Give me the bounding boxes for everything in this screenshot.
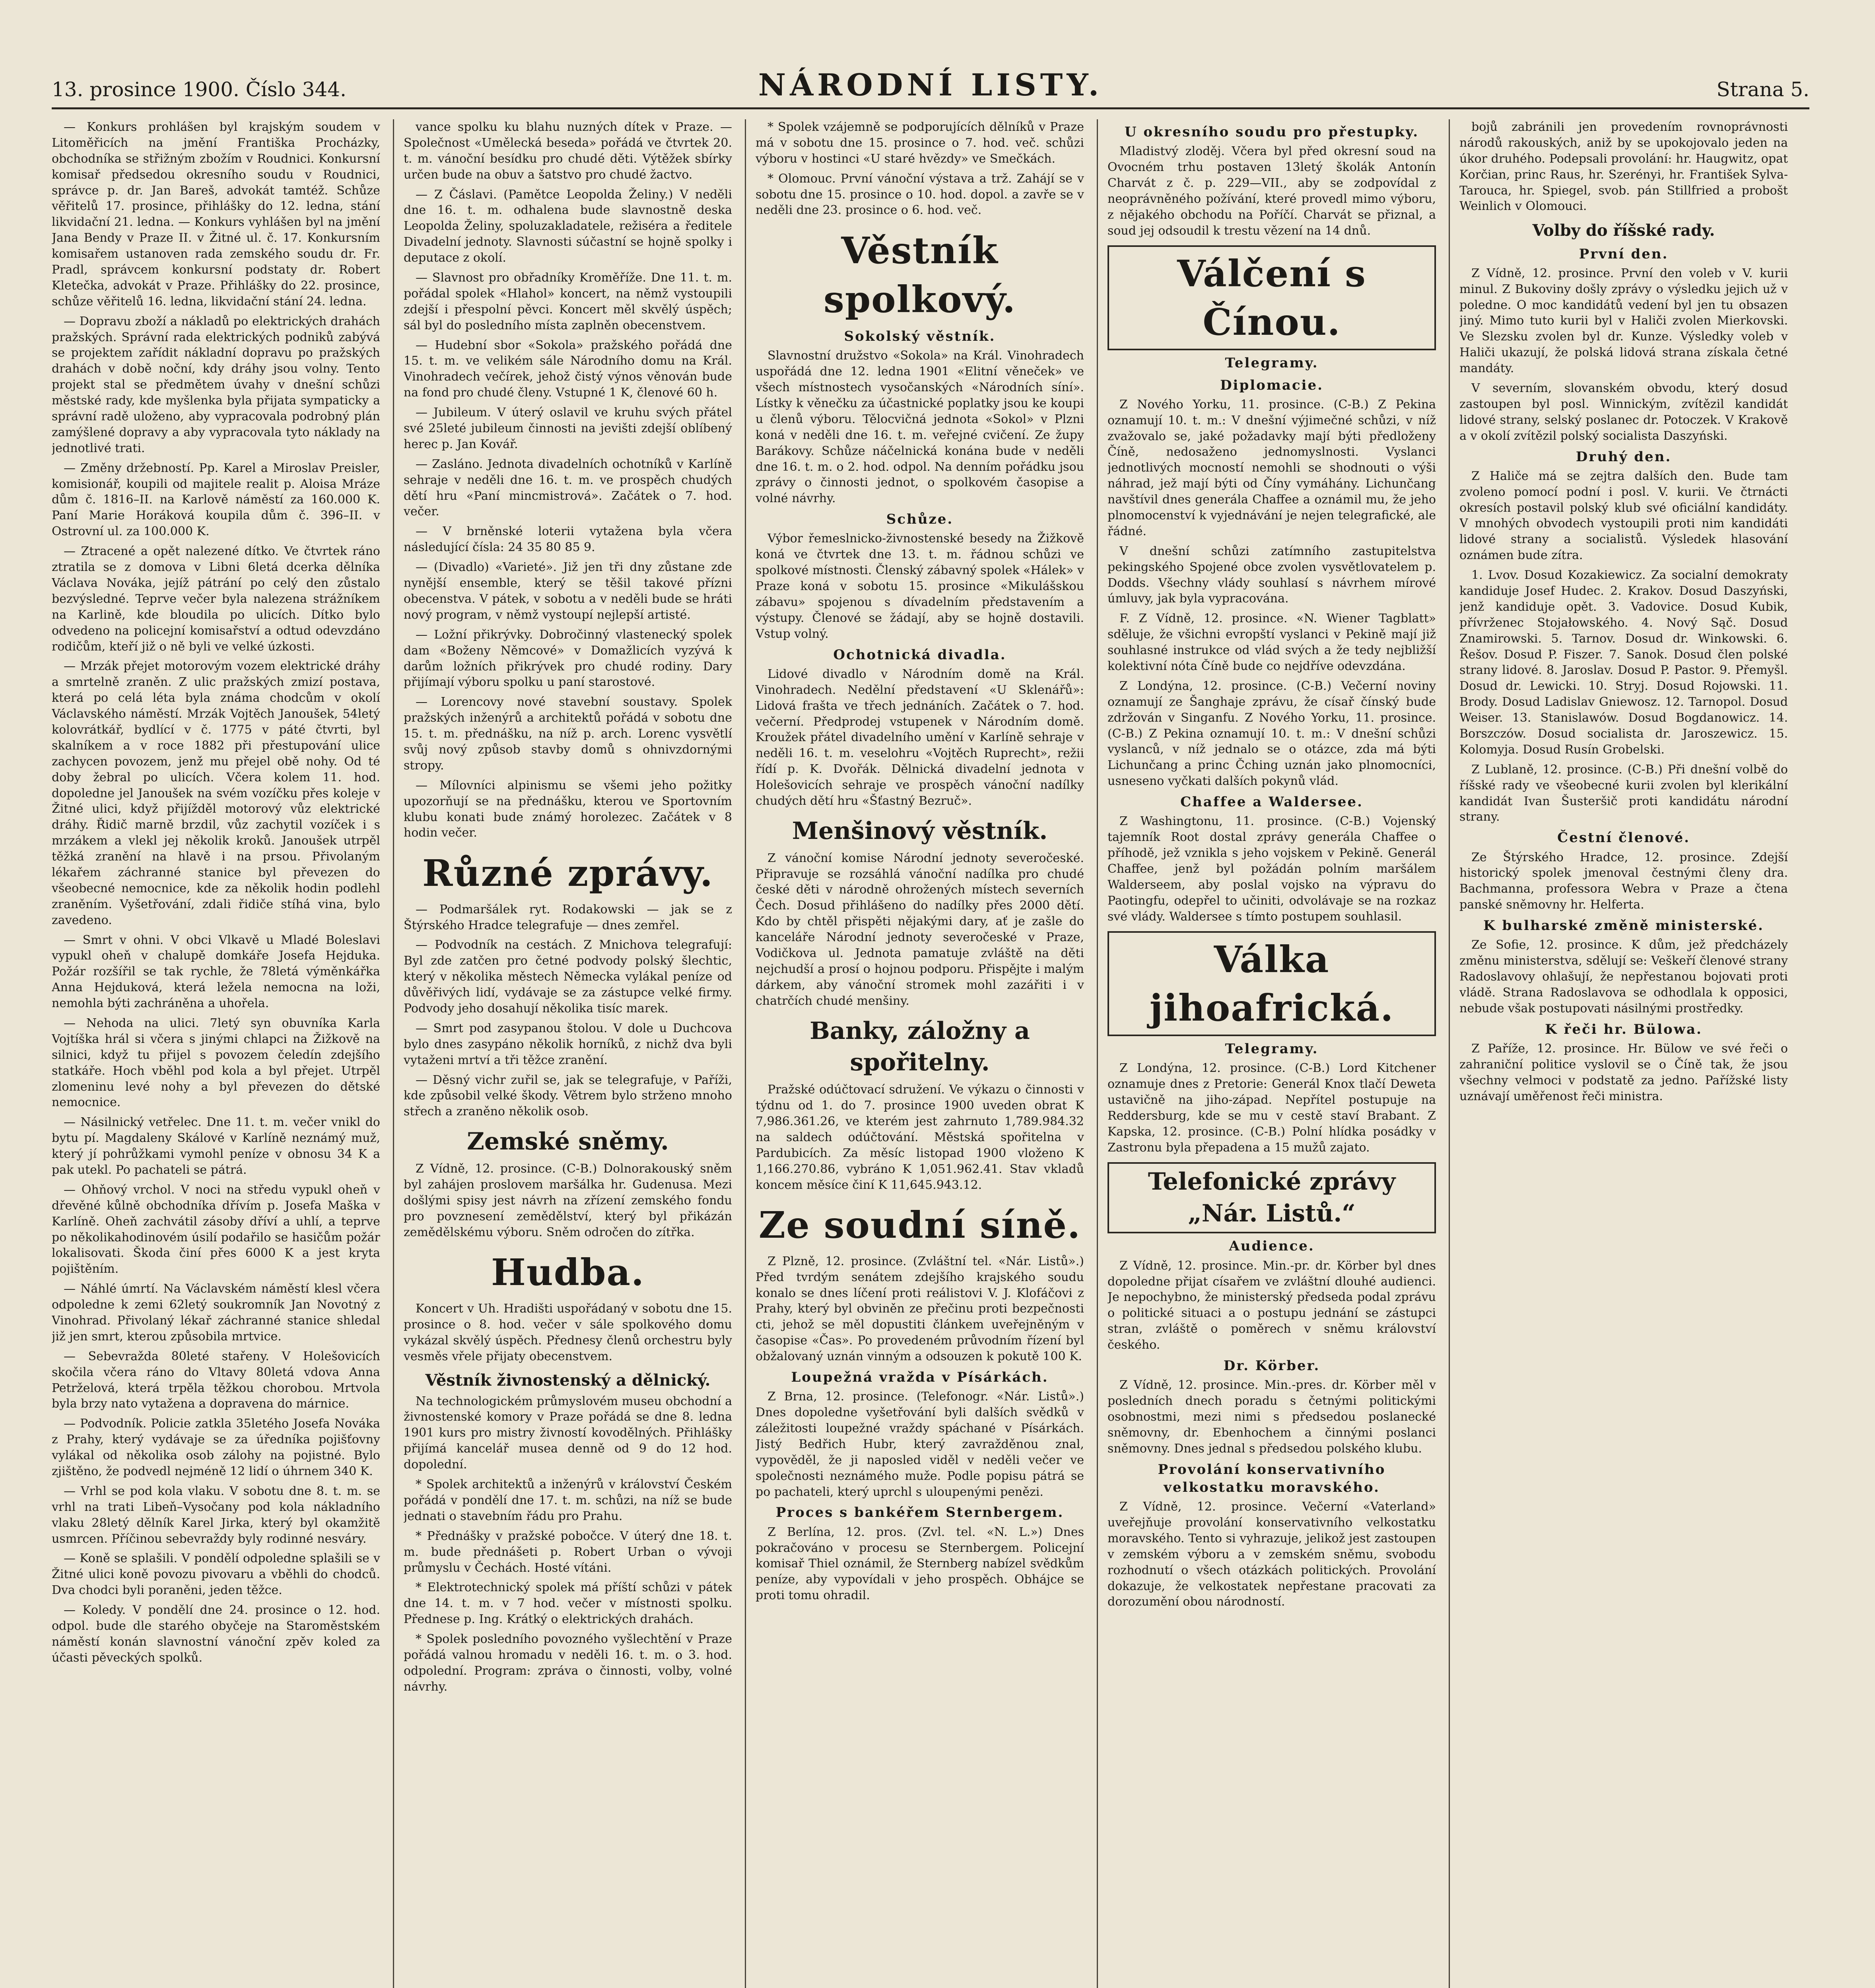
article-paragraph: — Změny držebností. Pp. Karel a Miroslav Preisler, komisionář, koupili od majitele realit p. Aloisa Mráze dům č. 1816–II. na Karlově náměstí za 160.000 K. Paní Marie Horáková koupila dům č. 396–II. v Ostrovní ul. za 100.000 K.	[52, 461, 380, 539]
article-paragraph: Na technologickém průmyslovém museu obchodní a živnostenské komory v Praze pořádá se dne 8. ledna 1901 kurs pro mistry živností kovodělných. Přihlášky přijímá kancelář musea denně od 9 do 12 hod. dopolední.	[404, 1394, 732, 1472]
article-paragraph: — Nehoda na ulici. 7letý syn obuvníka Karla Vojtíška hrál si včera s jinými chlapci na Žižkově na silnici, když tu přijel s povozem čeledín zdejšího statkáře. Hoch vběhl pod kola a byl přejet. Utrpěl zlomeninu levé nohy a byl převezen do dětské nemocnice.	[52, 1016, 380, 1110]
subheading-telegramy: Telegramy.	[1225, 355, 1319, 371]
column-rule	[1449, 119, 1450, 1988]
article-paragraph: — Smrt v ohni. V obci Vlkavě u Mladé Boleslavi vypukl oheň v chalupě domkáře Josefa Hejduka. Požár rozšířil se tak rychle, že 78letá výměnkářka Anna Hejduková, která ležela nemocna na loži, nemohla býti zachráněna a uhořela.	[52, 933, 380, 1011]
article-paragraph: * Elektrotechnický spolek má příští schůzi v pátek dne 14. t. m. v 7 hod. večer v místnosti spolku. Přednese p. Ing. Krátký o elektrických drahách.	[404, 1580, 732, 1627]
column-rule	[393, 119, 394, 1988]
column-5	[1459, 119, 1788, 1988]
article-paragraph: — Násilnický vetřelec. Dne 11. t. m. večer vnikl do bytu pí. Magdaleny Skálové v Karlíně neznámý muž, který jí pohrůžkami vymohl peníze v obnosu 34 K a pak utekl. Po pachateli se pátrá.	[52, 1115, 380, 1177]
subheading-rec-bulowa: K řeči hr. Bülowa.	[1545, 1021, 1702, 1037]
article-paragraph: — Sebevražda 80leté stařeny. V Holešovicích skočila včera ráno do Vltavy 80letá vdova Anna Petrželová, která trpěla těžkou chorobou. Mrtvola byla brzy nato vytažena a dopravena do márnice.	[52, 1349, 380, 1411]
section-heading-valka-jihoafricka: Válka jihoafrická.	[1108, 931, 1436, 1037]
article-paragraph: — Ložní přikrývky. Dobročinný vlastenecký spolek dam «Boženy Němcové» v Domažlicích vyzývá k darům ložních přikrývek pro chudé rodiny. Dary přijímají výboru spolku u paní starostové.	[404, 627, 732, 689]
page-number: Strana 5.	[1716, 78, 1809, 101]
section-heading-ruzne-zpravy: Různé zprávy.	[422, 852, 714, 895]
subheading-prvni-den: První den.	[1579, 246, 1669, 262]
article-paragraph: Ze Štýrského Hradce, 12. prosince. Zdejší historický spolek jmenoval čestnými členy dra. Bachmanna, professora Webra v Praze a čtena panské sněmovny hr. Helferta.	[1459, 850, 1788, 912]
article-paragraph: bojů zabránili jen provedením rovnoprávnosti národů rakouských, aniž by se upokojovalo jeden na úkor druhého. Podepsali provolání: hr. Haugwitz, opat Korčian, princ Raus, hr. Szerényi, hr. František Sylva-Tarouca, hr. Spiegel, svob. pán Stillfried a probošt Weinlich v Olomouci.	[1459, 120, 1788, 214]
subheading-druhy-den: Druhý den.	[1576, 448, 1672, 465]
article-paragraph: — Podvodník. Policie zatkla 35letého Josefa Nováka z Prahy, který vydávaje se za úředníka pojišťovny vylákal od několika osob zálohy na pojistné. Bylo zjištěno, že podvedl nejméně 12 lidí o úhrnem 340 K.	[52, 1417, 380, 1479]
article-paragraph: — Slavnost pro obřadníky Kroměříže. Dne 11. t. m. pořádal spolek «Hlahol» koncert, na němž vystoupili zdejší i přespolní pěvci. Koncert měl skvělý úspěch; sál byl do posledního místa zaplněn obecenstvem.	[404, 271, 732, 332]
column-rule	[745, 119, 746, 1988]
section-heading-ze-soudni-sine: Ze soudní síně.	[758, 1204, 1081, 1247]
article-paragraph: — Z Čáslavi. (Pamětce Leopolda Želiny.) V neděli dne 16. t. m. odhalena bude slavnostně deska Leopolda Želiny, spoluzakladatele, režiséra a ředitele Divadelní jednoty. Slavnosti súčastní se hojně spolky i deputace z okolí.	[404, 187, 732, 265]
masthead	[52, 60, 1809, 109]
subheading-ochotnicka-divadla: Ochotnická divadla.	[833, 646, 1006, 663]
subheading-provolani: Provolání konservativního velkostatku moravského.	[1158, 1461, 1386, 1495]
article-paragraph: — Mílovníci alpinismu se všemi jeho požitky upozorňují se na přednášku, kterou ve Sportovním klubu konati bude známý horolezec. Začátek v 8 hodin večer.	[404, 778, 732, 840]
article-paragraph: Mladistvý zloděj. Včera byl před okresní soud na Ovocném trhu postaven 13letý školák Antonín Charvát z č. p. 229—VII., aby se zodpovídal z neoprávněného požívání, které provedl mimo výboru, z nějakého obchodu na Poříčí. Charvát se přiznal, a soud jej odsoudil k trestu vězení na 14 dnů.	[1108, 144, 1436, 238]
subheading-dr-korber: Dr. Körber.	[1223, 1357, 1320, 1374]
subheading-cestni-clenove: Čestní členové.	[1557, 830, 1690, 846]
article-paragraph: — Podvodník na cestách. Z Mnichova telegrafují: Byl zde zatčen pro četné podvody polský šlechtic, který v několika městech Německa vylákal peníze od důvěřivých lidí, vydávaje se za zástupce velké firmy. Podvody jeho dosahují několika tisíc marek.	[404, 938, 732, 1015]
article-paragraph: — Zasláno. Jednota divadelních ochotníků v Karlíně sehraje v neděli dne 16. t. m. ve prospěch chudých dětí hru «Paní mincmistrová». Začátek o 7. hod. večer.	[404, 457, 732, 519]
article-paragraph: Z Nového Yorku, 11. prosince. (C-B.) Z Pekina oznamují 10. t. m.: V dnešní výjimečné schůzi, v níž zvažovalo se, jaké požadavky mají býti předloženy Číně, nedosaženo jednomyslnosti. Vyslanci jednotlivých mocností nemohli se shodnouti o výši náhrad, jež mají býti od Číny vymáhány. Lichunčang navštívil dnes generála Chaffee a oznámil mu, že jeho plnomocenství k vyjednávání je nejen telegrafické, ale řádné.	[1108, 397, 1436, 538]
subheading-schuze: Schůze.	[886, 511, 954, 528]
article-paragraph: Z Vídně, 12. prosince. (C-B.) Dolnorakouský sněm byl zahájen proslovem maršálka hr. Gudenusa. Mezi došlými spisy jest návrh na zřízení zemského fondu pro povznesení zemědělství, který byl přikázán zemědělskému výboru. Sněm odročen do zítřka.	[404, 1162, 732, 1239]
article-paragraph: — Vrhl se pod kola vlaku. V sobotu dne 8. t. m. se vrhl na trati Libeň–Vysočany pod kola nákladního vlaku 28letý dělník Karel Jirka, který byl okamžitě usmrcen. Příčinou sebevraždy byly rodinné nesváry.	[52, 1484, 380, 1546]
article-paragraph: Lidové divadlo v Národním domě na Král. Vinohradech. Nedělní představení «U Sklenářů»: Lidová frašta ve třech jednáních. Začátek o 7. hod. večerní. Předprodej vstupenek v Národním domě. Kroužek přátel divadelního umění v Karlíně sehraje v neděli 16. t. m. veselohru «Vojtěch Ruprecht», režii řídí p. K. Dvořák. Dělnická divadelní jednota v Holešovicích sehraje ve prospěch vánoční nadílky chudých dětí hru «Šťastný Bezruč».	[756, 667, 1084, 808]
article-paragraph: — Konkurs prohlášen byl krajským soudem v Litoměřicích na jmění Františka Procházky, obchodníka se střižným zbožím v Roudnici. Konkursní komisař předsedou okresního soudu v Roudnici, správce p. dr. Jan Bareš, advokát tamtéž. Schůze věřitelů 17. prosince, přihlášky do 12. ledna, stání likvidační 21. ledna. — Konkurs vyhlášen byl na jmění Jana Bendy v Praze II. v Žitné ul. č. 17. Konkursním komisařem ustanoven rada zemského soudu dr. Fr. Pradl, správcem konkursní podstaty dr. Robert Kletečka, advokát v Praze. Přihlášky do 22. prosince, schůze věřitelů 16. ledna, likvidační stání 24. ledna.	[52, 120, 380, 309]
subheading-telegramy: Telegramy.	[1225, 1041, 1319, 1057]
article-paragraph: Ze Sofie, 12. prosince. K dům, jež předcházely změnu ministerstva, sdělují se: Veškeří členové strany Radoslavovy ohlašují, že nepřestanou bojovati proti vládě. Strana Radoslavova se odhodlala k opposici, nebude však postupovati násilnými prostředky.	[1459, 938, 1788, 1015]
subheading-proces-sternberg: Proces s bankéřem Sternbergem.	[775, 1505, 1064, 1521]
article-paragraph: Z Lublaně, 12. prosince. (C-B.) Při dnešní volbě do říšské rady ve všeobecné kurii zvolen byl klerikální kandidát Ivan Šusteršič proti kandidátu národní strany.	[1459, 762, 1788, 824]
article-paragraph: — Lorencovy nové stavební soustavy. Spolek pražských inženýrů a architektů pořádá v sobotu dne 15. t. m. přednášku, na níž p. arch. Lorenc vysvětlí svůj nový způsob stavby domů s ohnivzdornými stropy.	[404, 695, 732, 773]
section-heading-okresni-soud: U okresního soudu pro přestupky.	[1124, 124, 1419, 140]
article-paragraph: — Koně se splašili. V pondělí odpoledne splašili se v Žitné ulici koně povozu pivovaru a vběhli do chodců. Dva chodci byli poraněni, jeden těžce.	[52, 1551, 380, 1598]
article-paragraph: 1. Lvov. Dosud Kozakiewicz. Za socialní demokraty kandiduje Josef Hudec. 2. Krakov. Dosud Daszyński, jenž kandiduje opět. 3. Vadovice. Dosud Kubik, přívrženec Stojałowského. 4. Nový Sąč. Dosud Znamirowski. 5. Tarnov. Dosud dr. Winkowski. 6. Řešov. Dosud P. Fiszer. 7. Sanok. Dosud člen polské strany lidové. 8. Jaroslav. Dosud P. Pastor. 9. Přemyšl. Dosud dr. Lewicki. 10. Stryj. Dosud Rojowski. 11. Brody. Dosud Ladislav Gniewosz. 12. Tarnopol. Dosud Weiser. 13. Stanislawów. Dosud Bogdanowicz. 14. Borszczów. Dosud socialista dr. Jaroszewicz. 15. Kolomyja. Dosud Rusín Grobelski.	[1459, 568, 1788, 757]
article-paragraph: * Přednášky v pražské pobočce. V úterý dne 18. t. m. bude přednášeti p. Robert Urban o vývoji průmyslu v Čechách. Hosté vítáni.	[404, 1529, 732, 1575]
article-paragraph: F. Z Vídně, 12. prosince. «N. Wiener Tagblatt» sděluje, že všichni evropští vyslanci v Pekině mají již souhlasné instrukce od vlád svých a že tedy nejbližší kolektivní nóta Číně bude co nejdříve odevzdána.	[1108, 612, 1436, 673]
article-paragraph: V dnešní schůzi zatímního zastupitelstva pekingského Spojené obce zvolen vysvětlovatelem p. Dodds. Všechny vlády souhlasí s návrhem mírové úmluvy, jak byla vypracována.	[1108, 544, 1436, 606]
article-paragraph: — Hudební sbor «Sokola» pražského pořádá dne 15. t. m. ve velikém sále Národního domu na Král. Vinohradech večírek, jehož čistý výnos věnován bude na fond pro chudé členy. Vstupné 1 K, členové 60 h.	[404, 338, 732, 400]
article-paragraph: Slavnostní družstvo «Sokola» na Král. Vinohradech uspořádá dne 12. ledna 1901 «Elitní věneček» ve všech místnostech vysočanských «Národních síní». Lístky k věnečku za účastnické poplatky jsou ke koupi u členů výboru. Tělocvičná jednota «Sokol» v Plzni koná v neděli dne 16. t. m. veřejné cvičení. Ze župy Barákovy. Schůze náčelnická konána bude v neděli dne 16. t. m. o 2. hod. odpol. Na denním pořádku jsou zprávy o činnosti jednot, o spolkovém časopise a volné návrhy.	[756, 349, 1084, 506]
article-paragraph: vance spolku ku blahu nuzných dítek v Praze. — Společnost «Umělecká beseda» pořádá ve čtvrtek 20. t. m. vánoční besídku pro chudé děti. Výtěžek sbírky určen bude na obuv a šatstvo pro chudé žactvo.	[404, 120, 732, 182]
article-paragraph: Z Washingtonu, 11. prosince. (C-B.) Vojenský tajemník Root dostal zprávy generála Chaffee o příhodě, jež vznikla s jeho vojskem v Pekině. Generál Chaffee, jenž byl požádán polním maršálem Walderseem, aby poslal vojsko na výpravu do Paotingfu, odepřel to učiniti, odvolávaje se na rozkaz své vlády. Waldersee s tímto postupem souhlasil.	[1108, 814, 1436, 924]
article-paragraph: * Spolek architektů a inženýrů v království Českém pořádá v pondělí dne 17. t. m. schůzi, na níž se bude jednati o stavebním řádu pro Prahu.	[404, 1477, 732, 1523]
article-paragraph: — Děsný vichr zuřil se, jak se telegrafuje, v Paříži, kde způsobil velké škody. Větrem bylo strženo mnoho střech a zraněno několik osob.	[404, 1073, 732, 1119]
column-3	[756, 119, 1084, 1988]
subheading-loupezna-vrazda: Loupežná vražda v Písárkách.	[791, 1369, 1049, 1385]
article-paragraph: * Spolek posledního povozného vyšlechtění v Praze pořádá valnou hromadu v neděli 16. t. m. o 3. hod. odpolední. Program: zpráva o činnosti, volby, volné návrhy.	[404, 1632, 732, 1694]
issue-date: 13. prosince 1900. Číslo 344.	[52, 78, 347, 101]
article-paragraph: — Koledy. V pondělí dne 24. prosince o 12. hod. odpol. bude dle starého obyčeje na Staroměstském náměstí konán slavnostní vánoční zpěv koled za účasti pěveckých spolků.	[52, 1603, 380, 1665]
article-paragraph: Z Vídně, 12. prosince. Min.-pr. dr. Körber byl dnes dopoledne přijat císařem ve zvláštní dlouhé audienci. Je nepochybno, že ministerský předseda podal zprávu o politické situaci a o postupu jednání se zástupci stran, zvláště o poměrech v sněmu království českého.	[1108, 1258, 1436, 1352]
article-paragraph: Z Vídně, 12. prosince. Večerní «Vaterland» uveřejňuje provolání konservativního velkostatku moravského. Tento si vyhrazuje, jelikož jest zastoupen v zemském výboru a v zemském sněmu, svobodu rozhodnutí o všech otázkách politických. Provolání dokazuje, že velkostatek nepřestane pracovati za dorozumění obou národností.	[1108, 1500, 1436, 1609]
article-paragraph: — Smrt pod zasypanou štolou. V dole u Duchcova bylo dnes zasypáno několik horníků, z nichž dva byli vytaženi mrtví a tři těžce zranění.	[404, 1021, 732, 1067]
article-paragraph: Koncert v Uh. Hradišti uspořádaný v sobotu dne 15. prosince o 8. hod. večer v sále spolkového domu vykázal skvělý úspěch. Přednesy členů orchestru byly vesměs vřele přijaty obecenstvem.	[404, 1301, 732, 1363]
article-paragraph: Z Vídně, 12. prosince. První den voleb v V. kurii minul. Z Bukoviny došly zprávy o výsledku jejich už v poledne. O moc kandidátů vedení byl jen tu obsazen jiný. Mimo tuto kurii byl v Haliči zvolen Mierkovski. Ve Slezsku zvolen byl dr. Kunze. Výsledky voleb v Haliči ukazují, že polská lidová strana získala četné mandáty.	[1459, 266, 1788, 376]
subheading-audience: Audience.	[1229, 1238, 1315, 1254]
newspaper-title: NÁRODNÍ LISTY.	[758, 67, 1103, 103]
article-paragraph: * Spolek vzájemně se podporujících dělníků v Praze má v sobotu dne 15. prosince o 7. hod. več. schůzi výboru v hostinci «U staré hvězdy» ve Smečkách.	[756, 120, 1084, 166]
article-paragraph: Z Londýna, 12. prosince. (C-B.) Lord Kitchener oznamuje dnes z Pretorie: Generál Knox tlačí Deweta ustavičně na jiho-západ. Nepřítel postupuje na Reddersburg, kde se mu v cestě staví Brabant. Z Kapska, 12. prosince. (C-B.) Polní hlídka posádky v Zastronu byla přepadena a 15 mužů zajato.	[1108, 1061, 1436, 1155]
article-paragraph: — Mrzák přejet motorovým vozem elektrické dráhy a smrtelně zraněn. Z ulic pražských zmizí postava, která po celá léta byla známa chodcům v okolí Václavského náměstí. Mrzák Vojtěch Janoušek, 54letý kolovrátkář, bydlící v č. 1775 v páté čtvrti, byl skalníkem a v roce 1882 při přestupování ulice zachycen povozem, jenž mu přejel obě nohy. Od té doby žebral po ulicích. Včera kolem 11. hod. dopoledne jel Janoušek na svém vozíčku přes koleje v Žitné ulici, když přijížděl motorový vůz elektrické dráhy. Řidič marně brzdil, vůz zachytil vozíček i s mrzákem a vlekl jej několik kroků. Janoušek utrpěl těžká zranění na hlavě i na prsou. Přivolaným lékařem záchranné stanice byl převezen do všeobecné nemocnice, kde za několik hodin podlehl zraněním. Vyšetřování, zdali řidiče stíhá vina, bylo zavedeno.	[52, 659, 380, 927]
article-paragraph: Z Paříže, 12. prosince. Hr. Bülow ve své řeči o zahraniční politice vyslovil se o Číně tak, že jsou všechny velmoci v podstatě za jedno. Pařížské listy uznávají uměřenost řeči ministra.	[1459, 1042, 1788, 1103]
article-paragraph: — Ohňový vrchol. V noci na středu vypukl oheň v dřevěné kůlně obchodníka dřívím p. Josefa Maška v Karlíně. Oheň zachvátil zásoby dříví a uhlí, a teprve po několikahodinovém úsilí podařilo se hasičům požár lokalisovati. Škoda činí přes 6000 K a jest kryta pojištěním.	[52, 1182, 380, 1276]
article-paragraph: Z vánoční komise Národní jednoty severočeské. Připravuje se rozsáhlá vánoční nadílka pro chudé české děti v národně ohrožených místech severních Čech. Dosud přihlášeno do nadílky přes 2000 dětí. Kdo by chtěl přispěti nějakými dary, ať je zašle do kanceláře Národní jednoty severočeské v Praze, Vodičkova ul. Jednota pamatuje zvláště na děti nejchudší a prosí o hojnou podporu. Přispějte i malým dárkem, aby vánoční stromek mohl zazářiti i v chatrčích chudé menšiny.	[756, 851, 1084, 1008]
subheading-chaffee-waldersee: Chaffee a Waldersee.	[1180, 794, 1363, 810]
article-paragraph: — Podmaršálek ryt. Rodakowski — jak se z Štýrského Hradce telegrafuje — dnes zemřel.	[404, 902, 732, 932]
article-paragraph: Výbor řemeslnicko-živnostenské besedy na Žižkově koná ve čtvrtek dne 13. t. m. řádnou schůzi ve spolkové místnosti. Členský zábavný spolek «Hálek» v Praze koná v sobotu 15. prosince «Mikulášskou zábavu» spojenou s dívadelním představením a výstupy. Členové se žádají, aby se hojně dostavili. Vstup volný.	[756, 532, 1084, 641]
section-heading-vestnik-zivnostensky: Věstník živnostenský a dělnický.	[425, 1371, 711, 1390]
column-4	[1108, 119, 1436, 1988]
article-paragraph: * Olomouc. První vánoční výstava a trž. Zahájí se v sobotu dne 15. prosince o 10. hod. dopol. a zavře se v neděli dne 23. prosince o 6. hod. več.	[756, 171, 1084, 217]
article-paragraph: — Jubileum. V úterý oslavil ve kruhu svých přátel své 25leté jubileum činnosti na jevišti zdejší oblíbený herec p. Jan Kovář.	[404, 406, 732, 451]
subheading-bulharska-zmena: K bulharské změně ministerské.	[1483, 918, 1764, 934]
article-paragraph: Z Vídně, 12. prosince. Min.-pres. dr. Körber měl v posledních dnech poradu s četnými politickými osobnostmi, mezi nimi s předsedou poslanecké sněmovny, dr. Ebenhochem a činnými poslanci sněmovny. Dnes jednal s předsedou polského klubu.	[1108, 1378, 1436, 1456]
section-heading-mensinovy-vestnik: Menšinový věstník.	[792, 817, 1048, 845]
section-heading-banky: Banky, záložny a spořitelny.	[810, 1017, 1030, 1077]
article-paragraph: — Náhlé úmrtí. Na Václavském náměstí klesl včera odpoledne k zemi 62letý soukromník Jan Novotný z Vinohrad. Přivolaný lékař záchranné stanice shledal již jen smrt, kterou způsobila mrtvice.	[52, 1282, 380, 1343]
article-paragraph: — Ztracené a opět nalezené dítko. Ve čtvrtek ráno ztratila se z domova v Libni 6letá dcerka dělníka Václava Nováka, jejíž pátrání po celý den zůstalo bezvýsledné. Teprve večer byla nalezena strážníkem na Karlině, kde bloudila po ulicích. Dítko bylo odvedeno na policejní komisařství a odtud odevzdáno rodičům, kteří již o ně byli ve velké úzkosti.	[52, 544, 380, 654]
article-paragraph: Z Londýna, 12. prosince. (C-B.) Večerní noviny oznamují ze Šanghaje zprávu, že císař čínský bude zdržován v Singanfu. Z Nového Yorku, 11. prosince. (C-B.) Z Pekina oznamují 10. t. m.: V dnešní schůzi vyslanců, v níž jednalo se o otázce, zda má býti Lichunčang a princ Čching uznán jako plnomocníci, usneseno vyčkati dalších pokynů vlád.	[1108, 679, 1436, 788]
column-1	[52, 119, 380, 1988]
article-paragraph: — Dopravu zboží a nákladů po elektrických drahách pražských. Správní rada elektrických podniků zabývá se projektem zařídit nákladní dopravu po pražských drahách v době noční, kdy dráhy jsou volny. Tento projekt stal se předmětem úvahy v dnešní schůzi městské rady, kde myšlenka byla přijata sympaticky a správní radě uloženo, aby vypracovala podrobný plán zamýšlené dopravy a aby vypracovala tyto náklady na jednotlivé trati.	[52, 314, 380, 455]
section-heading-telefonicke-zpravy: Telefonické zprávy „Nár. Listů.“	[1108, 1162, 1436, 1234]
section-heading-vestnik-spolkovy: Věstník spolkový.	[824, 229, 1016, 321]
article-paragraph: Z Brna, 12. prosince. (Telefonogr. «Nár. Listů».) Dnes dopoledne vyšetřování byli dalších svědků v záležitosti loupežné vraždy spáchané v Písárkách. Jistý Bedřich Hubr, který zavražděnou znal, vypověděl, že ji naposled viděl v neděli večer ve společnosti neznámého muže. Podle popisu pátrá se po pachateli, který uprchl s uloupenými penězi.	[756, 1390, 1084, 1499]
section-heading-valceni-s-cinou: Válčení s Čínou.	[1108, 245, 1436, 351]
article-paragraph: Pražské odúčtovací sdružení. Ve výkazu o činnosti v týdnu od 1. do 7. prosince 1900 uveden obrat K 7,986.361.26, ve kterém jest zahrnuto 1,789.984.32 na saldech odúčtování. Městská spořitelna v Pardubicích. Za měsíc listopad 1900 vloženo K 1,166.270.86, vybráno K 1,051.962.41. Stav vkladů koncem měsíce činí K 11,645.943.12.	[756, 1083, 1084, 1192]
article-paragraph: Z Haliče má se zejtra dalších den. Bude tam zvoleno pomocí podní i posl. V. kurii. Ve čtrnácti okresích postavil polský klub své oficiální kandidáty. V mnohých obvodech vystoupili proti nim kandidáti lidové strany a socialistů. Výsledek hlasování oznámen bude zítra.	[1459, 469, 1788, 563]
article-paragraph: Z Berlína, 12. pros. (Zvl. tel. «N. L.») Dnes pokračováno v procesu se Sternbergem. Policejní komisař Thiel oznámil, že Sternberg nabízel svědkům peníze, aby vypovídali v jeho prospěch. Obhájce se proti tomu ohradil.	[756, 1525, 1084, 1603]
article-paragraph: — (Divadlo) «Varieté». Již jen tři dny zůstane zde nynější ensemble, který se těšil takové přízni obecenstva. V pátek, v sobotu a v neděli bude se hráti nový program, v němž vystoupí nejlepší artisté.	[404, 560, 732, 622]
subheading-diplomacie: Diplomacie.	[1220, 377, 1323, 393]
article-paragraph: — V brněnské loterii vytažena byla včera následující čísla: 24 35 80 85 9.	[404, 524, 732, 555]
column-2	[404, 119, 732, 1988]
section-heading-volby: Volby do říšské rady.	[1532, 221, 1715, 240]
subheading-sokolsky-vestnik: Sokolský věstník.	[844, 328, 996, 345]
column-rule	[1097, 119, 1098, 1988]
section-heading-hudba: Hudba.	[491, 1251, 645, 1294]
article-paragraph: V severním, slovanském obvodu, který dosud zastoupen byl posl. Winnickým, zvítězil kandidát lidové strany, selský poslanec dr. Potoczek. V Krakově a v okolí zvítězil polský socialista Daszyński.	[1459, 381, 1788, 443]
article-paragraph: Z Plzně, 12. prosince. (Zvláštní tel. «Nár. Listů».) Před tvrdým senátem zdejšího krajského soudu konalo se dnes líčení proti reálistovi V. J. Klofáčovi z Prahy, který byl obviněn ze přečinu proti bezpečnosti cti, jehož se měl dopustiti článkem uveřejněným v časopise «Čas». Po provedeném průvodním řízení byl obžalovaný uznán vinným a odsouzen k pokutě 100 K.	[756, 1254, 1084, 1364]
section-heading-zemske-snemy: Zemské sněmy.	[467, 1128, 669, 1156]
